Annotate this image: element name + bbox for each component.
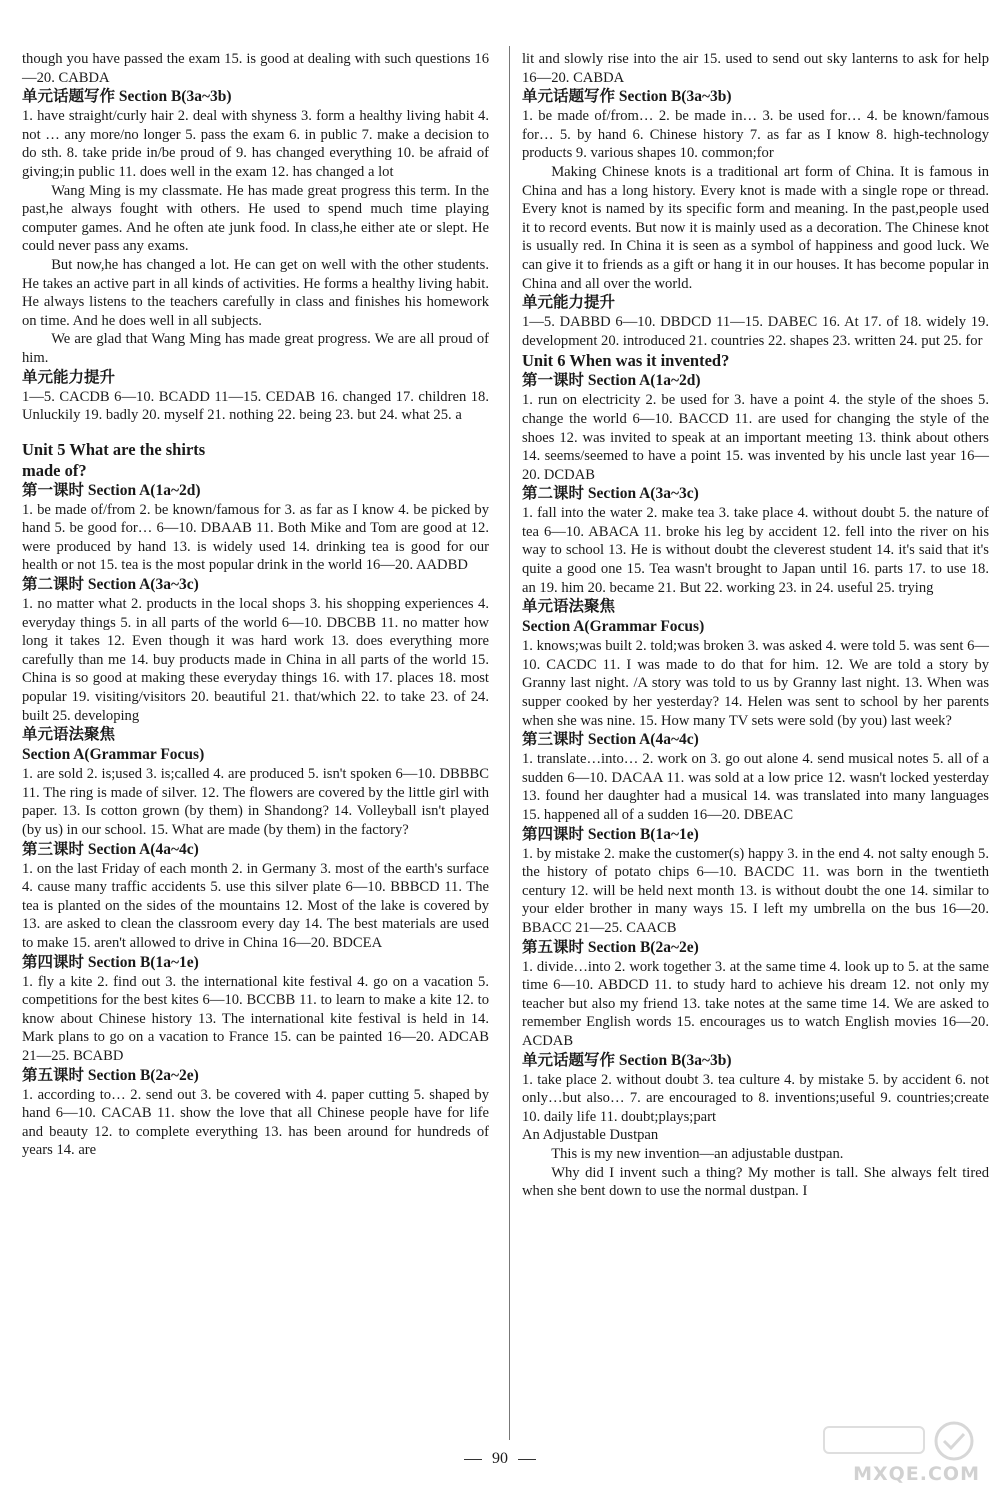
answer-paragraph: 1. by mistake 2. make the customer(s) happy 3. in the end 4. not salty enough 5. the history of potato chips 6—10. BACDC 11. was born in the twentieth century 12. will be held next month 13. is without doubt the one 14. similar to your elder brother in many ways 15. I left my umbrella on the bus 16—20. BBACC 21—25. CAACB	[522, 845, 989, 936]
answer-paragraph: 1. run on electricity 2. be used for 3. have a point 4. the style of the shoes 5. change the world 6—10. BACCD 11. are used for changing the style of the shoes 12. was invited to speak at an important meeting 13. think about others 14. seems/seemed to have a point 15. was invented by his uncle last year 16—20. DCDAB	[522, 392, 989, 483]
unit-title: made of?	[22, 460, 87, 480]
section-heading: 单元话题写作 Section B(3a~3b)	[22, 88, 232, 106]
answer-paragraph: 1. divide…into 2. work together 3. at the same time 4. look up to 5. at the same time 6—10. ABDCD 11. to study hard to achieve his dream 12. not only my teacher but also my friend 13. take notes at the same time 14. We are asked to remember English words 15. encourages us to watch English movies 16—20. ACDAB	[522, 958, 989, 1049]
section-heading: Section A(Grammar Focus)	[22, 746, 205, 764]
section-heading: 单元能力提升	[22, 368, 116, 386]
answer-paragraph: 1. are sold 2. is;used 3. is;called 4. are produced 5. isn't spoken 6—10. DBBBC 11. The ring is made of silver. 12. The flowers are covered by the little girl with paper. 13. Is cotton grown (by them) in Shandong? 14. Volleyball isn't played (by us) in our school. 15. What are made (by them) in the factory?	[22, 766, 489, 838]
section-heading: 单元话题写作 Section B(3a~3b)	[522, 1051, 732, 1069]
answer-paragraph: 1. fall into the water 2. make tea 3. take place 4. without doubt 5. the nature of tea 6—10. ABACA 11. broke his leg by accident 12. fell into the river on his way to school 13. He is without doubt the cleverest student 14. it's said that it's quite a good one 15. Tea wasn't brought to Japan until 16. parts 17. to use 18. an 19. him 20. became 21. But 22. working 23. in 24. useful 25. trying	[522, 505, 989, 596]
spacer	[22, 425, 489, 439]
answer-paragraph: 1. translate…into… 2. work on 3. go out alone 4. send musical notes 5. all of a sudden 6—10. DACAA 11. was sold at a low price 12. wasn't locked yesterday 13. found her daughter had a musical 14. was translated into many languages 15. happened all of a sudden 16—20. DBEAC	[522, 751, 989, 823]
section-heading: 第二课时 Section A(3a~3c)	[522, 485, 699, 503]
section-heading: 第四课时 Section B(1a~1e)	[22, 953, 199, 971]
answer-paragraph: 1. no matter what 2. products in the local shops 3. his shopping experiences 4. everyday things 5. in all parts of the world 6—10. DBCBB 11. no matter how long it takes 12. Even though it was hard work 13. does everything more carefully than me 14. buy products made in China in all parts of the world 15. China is so good at making these everyday things 16. with 17. places 18. most popular 19. visiting/visitors 20. beautiful 21. that/which 22. to take 23. of 24. built 25. developing	[22, 596, 489, 724]
section-heading: 第一课时 Section A(1a~2d)	[522, 372, 701, 390]
answer-paragraph: lit and slowly rise into the air 15. used to send out sky lanterns to ask for help 16—20. CABDA	[522, 51, 989, 86]
essay-title: An Adjustable Dustpan	[522, 1127, 659, 1144]
unit-title: Unit 6 When was it invented?	[522, 351, 730, 371]
watermark-text: MXQE.COM	[853, 1463, 980, 1485]
essay-paragraph: Wang Ming is my classmate. He has made great progress this term. In the past,he always fought with others. He used to spend much time playing computer games. And he often ate junk food. In class,he either ate or slept. He could never pass any exams.	[22, 182, 489, 255]
essay-paragraph: But now,he has changed a lot. He can get on well with the other students. He takes an active part in all kinds of activities. He forms a healthy living habit. He always listens to the teachers carefully in class and finishes his homework on time. And he does well in all subjects.	[22, 256, 489, 329]
essay-paragraph: Why did I invent such a thing? My mother is tall. She always felt tired when she bent down to use the normal dustpan. I	[522, 1164, 989, 1200]
section-heading: Section A(Grammar Focus)	[522, 618, 705, 636]
answer-paragraph: 1. have straight/curly hair 2. deal with shyness 3. form a healthy living habit 4. not … any more/no longer 5. pass the exam 6. in public 7. make a decision to do sth. 8. take pride in/be proud of 9. has changed everything 10. be afraid of giving;in public 11. does well in the exam 12. has changed a lot	[22, 108, 489, 180]
section-heading: 第二课时 Section A(3a~3c)	[22, 576, 199, 594]
section-heading: 第一课时 Section A(1a~2d)	[22, 481, 201, 499]
page-number: 90	[492, 1450, 508, 1467]
section-heading: 第三课时 Section A(4a~4c)	[522, 731, 699, 749]
essay-paragraph: This is my new invention—an adjustable dustpan.	[551, 1145, 844, 1162]
answer-key-page	[22, 50, 988, 1450]
left-column	[22, 50, 489, 1160]
answer-paragraph: 1. be made of/from 2. be known/famous for 3. as far as I know 4. be picked by hand 5. be good for… 6—10. DBAAB 11. Both Mike and Tom are good at 12. were produced by hand 13. is widely used 14. drinking tea is good for our health or not 15. tea is the most popular drink in the world 16—20. AADBD	[22, 501, 489, 574]
section-heading: 第五课时 Section B(2a~2e)	[22, 1066, 199, 1084]
answer-paragraph: 1. on the last Friday of each month 2. in Germany 3. most of the earth's surface 4. cause many traffic accidents 5. use this silver plate 6—10. BBBCD 11. The tea is planted on the sides of the mountains 12. Most of the lake is covered by 13. are asked to clean the classroom every day 14. The best materials are used to make 15. aren't allowed to drive in China 16—20. BDCEA	[22, 860, 489, 951]
unit-title: Unit 5 What are the shirts	[22, 439, 206, 459]
watermark-logo	[804, 1415, 994, 1487]
answer-paragraph: 1. knows;was built 2. told;was broken 3. was asked 4. were told 5. was sent 6—10. CACDC 11. I was made to do that for him. 12. We are told a story by Granny last night. /A story was told to us by Granny last night. 13. When was supper cooked by her yesterday? 14. Helen was sent to school by her parents when she was nine. 15. How many TV sets were sold (by you) last week?	[522, 638, 989, 729]
answer-paragraph: 1. be made of/from… 2. be made in… 3. be used for… 4. be known/famous for… 5. by hand 6. Chinese history 7. as far as I know 8. high-technology products 9. various shapes 10. common;for	[522, 108, 989, 162]
answer-paragraph: 1. fly a kite 2. find out 3. the international kite festival 4. go on a vacation 5. competitions for the best kites 6—10. BCCBB 11. to learn to make a kite 12. to know about Chinese history 13. The international kite festival is held in 14. Mark plans to go on a vacation to France 15. can be painted 16—20. ADCAB 21—25. BCABD	[22, 973, 489, 1064]
footer-dash-right	[518, 1459, 536, 1460]
answer-paragraph: 1. take place 2. without doubt 3. tea culture 4. by mistake 5. by accident 6. not only…but also… 7. are encouraged to 8. inventions;useful 9. countries;create 10. daily life 11. doubt;plays;part	[522, 1071, 989, 1125]
section-heading: 单元语法聚焦	[22, 726, 116, 744]
answer-paragraph: 1—5. CACDB 6—10. BCADD 11—15. CEDAB 16. changed 17. children 18. Unluckily 19. badly 20. myself 21. nothing 22. being 23. but 24. what 25. a	[22, 388, 489, 424]
section-heading: 单元语法聚焦	[522, 598, 616, 616]
footer-dash-left	[464, 1459, 482, 1460]
answer-paragraph: though you have passed the exam 15. is good at dealing with such questions 16—20. CABDA	[22, 51, 489, 86]
section-heading: 第四课时 Section B(1a~1e)	[522, 825, 699, 843]
section-heading: 单元话题写作 Section B(3a~3b)	[522, 88, 732, 106]
essay-paragraph: Making Chinese knots is a traditional art form of China. It is famous in China and has a long history. Every knot is made with a single rope or thread. Every knot is named by its specific form and meaning. In the past,people used it to record events. But now it is mainly used as a decoration. The Chinese knot is usually red. In China it is seen as a symbol of happiness and good luck. We can give it to friends as a gift or hang it in our houses. It has become popular in China and all over the world.	[522, 163, 989, 292]
answer-paragraph: 1—5. DABBD 6—10. DBDCD 11—15. DABEC 16. At 17. of 18. widely 19. development 20. introduced 21. countries 22. shapes 23. written 24. put 25. for	[522, 314, 989, 349]
column-divider	[509, 46, 510, 1440]
right-column	[522, 50, 989, 1201]
section-heading: 第三课时 Section A(4a~4c)	[22, 840, 199, 858]
answer-paragraph: 1. according to… 2. send out 3. be covered with 4. paper cutting 5. shaped by hand 6—10. CACAB 11. show the love that all Chinese people have for life and beauty 12. to complete everything 13. has been around for hundreds of years 14. are	[22, 1086, 489, 1159]
section-heading: 第五课时 Section B(2a~2e)	[522, 938, 699, 956]
section-heading: 单元能力提升	[522, 294, 616, 312]
essay-paragraph: We are glad that Wang Ming has made great progress. We are all proud of him.	[22, 331, 489, 366]
